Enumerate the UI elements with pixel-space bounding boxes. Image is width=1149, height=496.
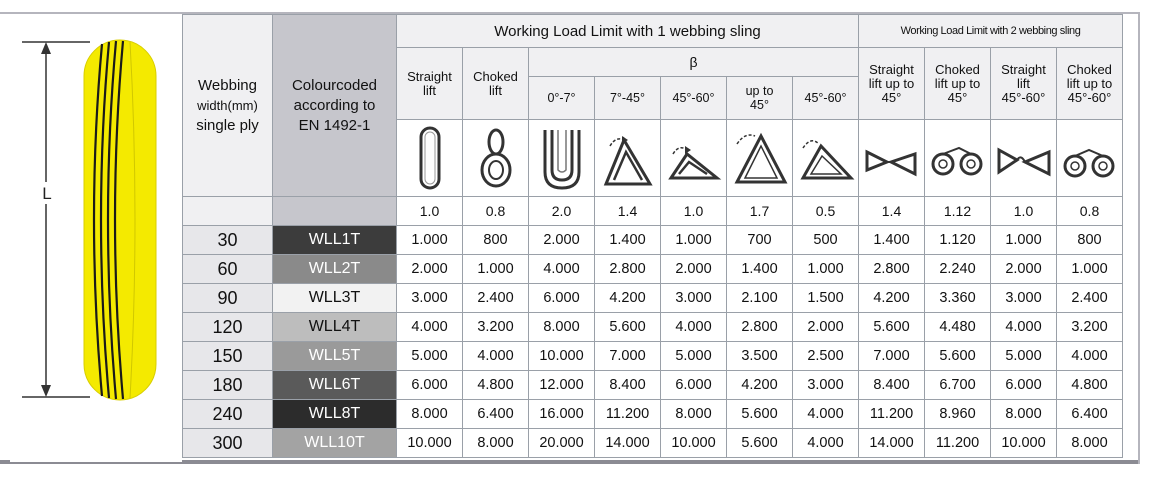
load-value-cell: 2.400 <box>463 284 529 313</box>
webbing-width-cell: 300 <box>183 429 273 458</box>
load-value-cell: 3.000 <box>661 284 727 313</box>
load-value-cell: 800 <box>1057 226 1123 255</box>
round-sling-drawing <box>10 14 182 462</box>
triangle-up-to-45-icon <box>727 120 793 197</box>
header-colour-line-3: EN 1492-1 <box>298 116 371 134</box>
colour-code-cell: WLL3T <box>273 284 397 313</box>
load-value-cell: 1.000 <box>1057 255 1123 284</box>
load-value-cell: 12.000 <box>529 371 595 400</box>
load-value-cell: 4.800 <box>1057 371 1123 400</box>
load-value-cell: 4.800 <box>463 371 529 400</box>
load-value-cell: 10.000 <box>991 429 1057 458</box>
load-value-cell: 3.500 <box>727 342 793 371</box>
load-value-cell: 1.400 <box>595 226 661 255</box>
header-webbing-line-2: width(mm) <box>197 97 258 113</box>
arrow-up-icon <box>41 42 51 54</box>
load-value-cell: 20.000 <box>529 429 595 458</box>
load-value-cell: 1.000 <box>661 226 727 255</box>
load-value-cell: 6.000 <box>991 371 1057 400</box>
colour-code-cell: WLL8T <box>273 400 397 429</box>
colour-code-cell: WLL6T <box>273 371 397 400</box>
load-value-cell: 2.400 <box>1057 284 1123 313</box>
header-straight-lift-line-1: Straight <box>407 68 452 84</box>
load-value-cell: 4.200 <box>595 284 661 313</box>
load-value-cell: 16.000 <box>529 400 595 429</box>
load-value-cell: 2.000 <box>793 313 859 342</box>
load-value-cell: 1.000 <box>397 226 463 255</box>
load-value-cell: 4.200 <box>859 284 925 313</box>
load-value-cell: 5.600 <box>727 429 793 458</box>
load-value-cell: 3.000 <box>991 284 1057 313</box>
factor-cell: 1.0 <box>397 197 463 226</box>
colour-code-cell: WLL5T <box>273 342 397 371</box>
load-value-cell: 14.000 <box>859 429 925 458</box>
header-webbing-line-1: Webbing <box>198 76 257 94</box>
webbing-width-cell: 30 <box>183 226 273 255</box>
load-value-cell: 4.480 <box>925 313 991 342</box>
load-value-cell: 10.000 <box>529 342 595 371</box>
load-value-cell: 6.400 <box>1057 400 1123 429</box>
header-straight-lift <box>397 48 463 120</box>
header-two-choked-45-line-2: lift up to <box>934 75 981 91</box>
header-two-choked-60-line-2: lift up to <box>1066 75 1113 91</box>
header-two-choked-45-line-1: Choked <box>935 61 980 77</box>
header-two-straight-45-line-3: 45° <box>881 89 902 105</box>
choked-loop-icon <box>463 120 529 197</box>
colour-code-cell: WLL1T <box>273 226 397 255</box>
load-value-cell: 3.200 <box>1057 313 1123 342</box>
webbing-width-cell: 120 <box>183 313 273 342</box>
load-value-cell: 500 <box>793 226 859 255</box>
header-triangle-45-60: 45°-60° <box>793 77 859 120</box>
factor-cell: 1.7 <box>727 197 793 226</box>
header-colour-line-1: Colourcoded <box>291 76 378 94</box>
header-two-straight-45-line-2: lift up to <box>868 75 915 91</box>
header-colourcoded <box>273 15 397 197</box>
load-value-cell: 4.000 <box>661 313 727 342</box>
colour-code-cell: WLL10T <box>273 429 397 458</box>
load-value-cell: 4.000 <box>1057 342 1123 371</box>
load-value-cell: 6.000 <box>397 371 463 400</box>
load-value-cell: 5.600 <box>925 342 991 371</box>
header-webbing-line-3: single ply <box>196 116 259 134</box>
header-two-straight-45 <box>859 48 925 120</box>
load-value-cell: 7.000 <box>595 342 661 371</box>
load-value-cell: 8.400 <box>595 371 661 400</box>
load-value-cell: 1.500 <box>793 284 859 313</box>
load-value-cell: 5.600 <box>859 313 925 342</box>
factor-cell: 2.0 <box>529 197 595 226</box>
load-value-cell: 4.000 <box>793 400 859 429</box>
load-value-cell: 11.200 <box>859 400 925 429</box>
colour-code-cell: WLL4T <box>273 313 397 342</box>
header-colour-line-2: according to <box>293 96 376 114</box>
header-angle-0-7: 0°-7° <box>529 77 595 120</box>
factor-cell: 1.0 <box>991 197 1057 226</box>
load-value-cell: 11.200 <box>595 400 661 429</box>
load-value-cell: 6.000 <box>661 371 727 400</box>
load-value-cell: 4.000 <box>397 313 463 342</box>
load-value-cell: 5.000 <box>661 342 727 371</box>
load-value-cell: 4.000 <box>793 429 859 458</box>
table-row <box>183 313 1123 342</box>
load-value-cell: 1.000 <box>463 255 529 284</box>
load-value-cell: 8.000 <box>463 429 529 458</box>
load-value-cell: 8.000 <box>991 400 1057 429</box>
load-value-cell: 8.000 <box>1057 429 1123 458</box>
load-value-cell: 800 <box>463 226 529 255</box>
table-row <box>183 400 1123 429</box>
load-value-cell: 700 <box>727 226 793 255</box>
table-row <box>183 371 1123 400</box>
load-value-cell: 5.000 <box>991 342 1057 371</box>
factor-cell: 0.5 <box>793 197 859 226</box>
factor-cell: 1.12 <box>925 197 991 226</box>
header-choked-lift <box>463 48 529 120</box>
load-value-cell: 3.360 <box>925 284 991 313</box>
length-label: L <box>42 184 52 203</box>
load-value-cell: 3.200 <box>463 313 529 342</box>
basket-wide-icon <box>661 120 727 197</box>
header-up-to-45-line-2: 45° <box>750 98 769 112</box>
load-value-cell: 4.200 <box>727 371 793 400</box>
header-webbing-width <box>183 15 273 197</box>
load-value-cell: 1.400 <box>727 255 793 284</box>
webbing-width-cell: 90 <box>183 284 273 313</box>
header-up-to-45 <box>727 77 793 120</box>
load-value-cell: 8.400 <box>859 371 925 400</box>
load-value-cell: 2.000 <box>397 255 463 284</box>
factor-cell: 1.4 <box>595 197 661 226</box>
table-row <box>183 255 1123 284</box>
header-two-straight-60-line-2: lift <box>1017 75 1030 91</box>
frame-right-line <box>1138 12 1140 464</box>
load-value-cell: 2.000 <box>529 226 595 255</box>
sling-illustration <box>10 14 182 462</box>
webbing-width-cell: 180 <box>183 371 273 400</box>
basket-angle-icon <box>595 120 661 197</box>
header-two-straight-60-line-3: 45°-60° <box>1001 89 1046 105</box>
load-value-cell: 2.800 <box>859 255 925 284</box>
load-value-cell: 2.000 <box>991 255 1057 284</box>
header-group-two-sling: Working Load Limit with 2 webbing sling <box>859 15 1123 48</box>
load-value-cell: 2.000 <box>661 255 727 284</box>
load-value-cell: 2.500 <box>793 342 859 371</box>
working-load-limit-table <box>182 14 1123 458</box>
factor-cell: 1.0 <box>661 197 727 226</box>
factor-row <box>183 197 1123 226</box>
load-value-cell: 6.000 <box>529 284 595 313</box>
header-two-choked-45-line-3: 45° <box>947 89 968 105</box>
basket-parallel-icon <box>529 120 595 197</box>
colour-code-cell: WLL2T <box>273 255 397 284</box>
factor-cell: 0.8 <box>1057 197 1123 226</box>
triangle-45-60-icon <box>793 120 859 197</box>
header-straight-lift-line-2: lift <box>423 82 436 98</box>
two-sling-straight-icon <box>859 120 925 197</box>
webbing-width-cell: 150 <box>183 342 273 371</box>
header-angle-7-45: 7°-45° <box>595 77 661 120</box>
load-value-cell: 1.000 <box>991 226 1057 255</box>
load-value-cell: 2.100 <box>727 284 793 313</box>
load-value-cell: 6.400 <box>463 400 529 429</box>
table-row <box>183 226 1123 255</box>
load-value-cell: 1.000 <box>793 255 859 284</box>
header-up-to-45-line-1: up to <box>745 84 774 98</box>
header-choked-lift-line-2: lift <box>489 82 502 98</box>
two-sling-choked-wide-icon <box>1057 120 1123 197</box>
header-two-choked-60-line-1: Choked <box>1067 61 1112 77</box>
load-value-cell: 2.800 <box>727 313 793 342</box>
straight-loop-icon <box>397 120 463 197</box>
load-value-cell: 8.000 <box>397 400 463 429</box>
load-value-cell: 8.960 <box>925 400 991 429</box>
load-value-cell: 10.000 <box>661 429 727 458</box>
load-value-cell: 4.000 <box>991 313 1057 342</box>
webbing-width-cell: 240 <box>183 400 273 429</box>
header-two-straight-45-60 <box>991 48 1057 120</box>
load-value-cell: 1.120 <box>925 226 991 255</box>
load-value-cell: 6.700 <box>925 371 991 400</box>
header-two-straight-45-line-1: Straight <box>869 61 914 77</box>
load-value-cell: 5.600 <box>595 313 661 342</box>
load-value-cell: 5.000 <box>397 342 463 371</box>
load-value-cell: 4.000 <box>463 342 529 371</box>
two-sling-choked-icon <box>925 120 991 197</box>
load-value-cell: 8.000 <box>529 313 595 342</box>
table-row <box>183 429 1123 458</box>
load-value-cell: 1.400 <box>859 226 925 255</box>
load-value-cell: 5.600 <box>727 400 793 429</box>
load-value-cell: 14.000 <box>595 429 661 458</box>
load-value-cell: 8.000 <box>661 400 727 429</box>
header-choked-lift-line-1: Choked <box>473 68 518 84</box>
header-beta: β <box>529 48 859 77</box>
table-row <box>183 284 1123 313</box>
header-two-choked-60-line-3: 45°-60° <box>1067 89 1112 105</box>
header-two-straight-60-line-1: Straight <box>1001 61 1046 77</box>
header-group-one-sling: Working Load Limit with 1 webbing sling <box>397 15 859 48</box>
load-value-cell: 3.000 <box>793 371 859 400</box>
factor-cell: 1.4 <box>859 197 925 226</box>
header-two-choked-45-60 <box>1057 48 1123 120</box>
header-angle-45-60: 45°-60° <box>661 77 727 120</box>
load-value-cell: 2.240 <box>925 255 991 284</box>
load-value-cell: 3.000 <box>397 284 463 313</box>
two-sling-straight-wide-icon <box>991 120 1057 197</box>
table-row <box>183 342 1123 371</box>
arrow-down-icon <box>41 385 51 397</box>
factor-cell: 0.8 <box>463 197 529 226</box>
load-value-cell: 10.000 <box>397 429 463 458</box>
load-value-cell: 2.800 <box>595 255 661 284</box>
load-value-cell: 7.000 <box>859 342 925 371</box>
load-value-cell: 11.200 <box>925 429 991 458</box>
header-two-choked-45 <box>925 48 991 120</box>
load-value-cell: 4.000 <box>529 255 595 284</box>
webbing-width-cell: 60 <box>183 255 273 284</box>
